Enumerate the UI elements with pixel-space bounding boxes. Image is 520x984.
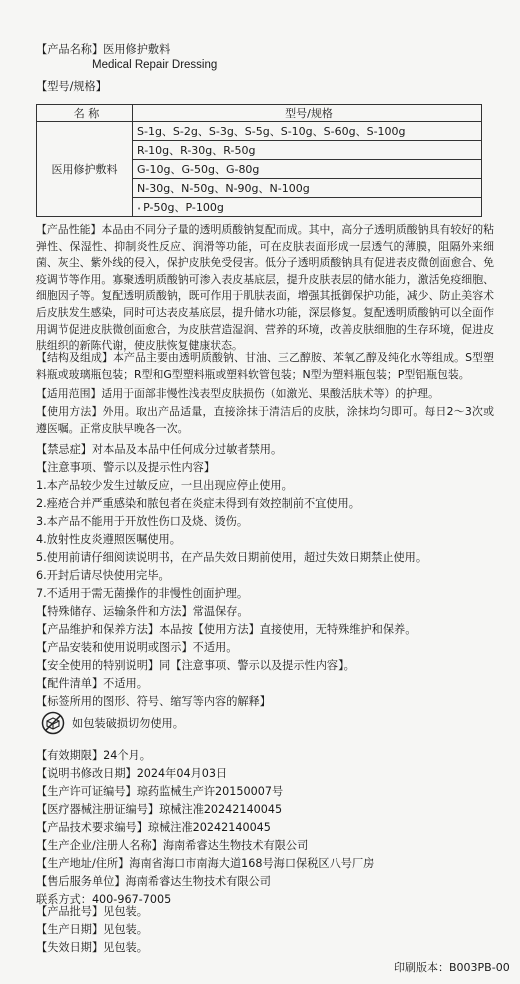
installation: 【产品安装和使用说明或图示】不适用。 [36, 641, 238, 654]
english-name: Medical Repair Dressing [92, 59, 218, 71]
symbols-heading: 【标签所用的图形、符号、缩写等内容的解释】 [36, 695, 271, 708]
registration-number: 【医疗器械注册证编号】琼械注准20242140045 [36, 803, 283, 816]
spec-row-g: G-10g、G-50g、G-80g [133, 160, 482, 179]
spec-row-n: N-30g、N-50g、N-90g、N-100g [133, 179, 482, 198]
expiry-date: 【失效日期】见包装。 [36, 941, 148, 954]
print-version: 印刷版本：B003PB-00 [394, 961, 510, 974]
spec-row-r: R-10g、R-30g、R-50g [133, 141, 482, 160]
production-license: 【生产许可证编号】琼药监械生产许20150007号 [36, 785, 284, 798]
precaution-item-5: 5.使用前请仔细阅读说明书，在产品失效日期前使用，超过失效日期禁止使用。 [36, 551, 428, 564]
product-name-line: 【产品名称】医用修护敷料 [36, 43, 171, 56]
spec-product-name: 医用修护敷料 [37, 122, 133, 217]
maintenance: 【产品维护和保养方法】本品按【使用方法】直接使用，无特殊维护和保养。 [36, 623, 417, 636]
revision-date: 【说明书修改日期】2024年04月03日 [36, 767, 228, 780]
tech-requirement-number: 【产品技术要求编号】琼械注准20242140045 [36, 821, 271, 834]
damaged-package-icon [41, 711, 65, 735]
scope-paragraph: 【适用范围】适用于面部非慢性浅表型皮肤损伤（如激光、果酸活肤术等）的护理。 [36, 387, 439, 400]
spec-row-p: • P-50g、P-100g [133, 198, 482, 217]
production-date: 【生产日期】见包装。 [36, 923, 148, 936]
precaution-item-6: 6.开封后请尽快使用完毕。 [36, 569, 170, 582]
model-spec-heading: 【型号/规格】 [36, 80, 107, 93]
registrant-name: 【生产企业/注册人名称】海南希睿达生物技术有限公司 [36, 839, 309, 852]
precaution-item-2: 2.痤疮合并严重感染和脓包者在炎症未得到有效控制前不宜使用。 [36, 497, 360, 510]
validity: 【有效期限】24个月。 [36, 749, 151, 762]
after-sales-unit: 【售后服务单位】海南希睿达生物技术有限公司 [36, 875, 271, 888]
performance-paragraph: 【产品性能】本品由不同分子量的透明质酸钠复配而成。其中，高分子透明质酸钠具有较好的粘弹性、保湿性、抑制炎性反应、润滑等功能，可在皮肤表面形成一层透气的薄膜，阻隔外来细菌、灰尘、紫外线的侵入，保护皮肤免受侵害。低分子透明质酸钠具有促进表皮微创面愈合、免疫调节等作用。寡聚透明质酸钠可渗入表皮基底层，提升皮肤表层的储水能力，激活免疫细胞、细胞因子等。复配透明质酸钠，既可作用于肌肤表面，增强其抵御保护功能，减少、防止美容术后皮肤发生感染，同时可达表皮基底层，提升储水功能，深层修复。复配透明质酸钠可以全面作用调节促进皮肤微创面愈合，为皮肤营造湿润、营养的环境，改善皮肤细胞的生存环境，促进皮肤组织的新陈代谢，使皮肤恢复健康状态。 [36, 223, 494, 353]
batch-number: 【产品批号】见包装。 [36, 905, 148, 918]
composition-paragraph: 【结构及组成】本产品主要由透明质酸钠、甘油、三乙醇胺、苯氧乙醇及纯化水等组成。S型塑料瓶或玻璃瓶包装；R型和G型塑料瓶或塑料软管包装；N型为塑料瓶包装；P型铝瓶包装。 [36, 351, 494, 381]
accessories: 【配件清单】不适用。 [36, 677, 148, 690]
precaution-item-1: 1.本产品较少发生过敏反应，一旦出现应停止使用。 [36, 479, 293, 492]
precaution-item-7: 7.不适用于需无菌操作的非慢性创面护理。 [36, 587, 249, 600]
contraindication: 【禁忌症】对本品及本品中任何成分过敏者禁用。 [36, 443, 283, 456]
spec-header-name: 名 称 [37, 105, 133, 122]
symbol-explanation: 如包装破损切勿使用。 [72, 717, 184, 730]
contact-info: 联系方式：400-967-7005 [36, 893, 172, 906]
precaution-item-4: 4.放射性皮炎遵照医嘱使用。 [36, 533, 181, 546]
safety-notes: 【安全使用的特别说明】同【注意事项、警示以及提示性内容】。 [36, 659, 355, 672]
spec-header-model: 型号/规格 [133, 105, 482, 122]
storage: 【特殊储存、运输条件和方法】常温保存。 [36, 605, 249, 618]
usage-paragraph: 【使用方法】外用。取出产品适量，直接涂抹于清洁后的皮肤，涂抹均匀即可。每日2～3次或遵医嘱。正常皮肤早晚各一次。 [36, 405, 494, 435]
precaution-item-3: 3.本产品不能用于开放性伤口及烧、烫伤。 [36, 515, 249, 528]
spec-row-s: S-1g、S-2g、S-3g、S-5g、S-10g、S-60g、S-100g [133, 122, 482, 141]
production-address: 【生产地址/住所】海南省海口市南海大道168号海口保税区八号厂房 [36, 857, 375, 870]
spec-table [36, 104, 482, 217]
precautions-heading: 【注意事项、警示以及提示性内容】 [36, 461, 216, 474]
spec-row-p-text: P-50g、P-100g [143, 201, 224, 214]
